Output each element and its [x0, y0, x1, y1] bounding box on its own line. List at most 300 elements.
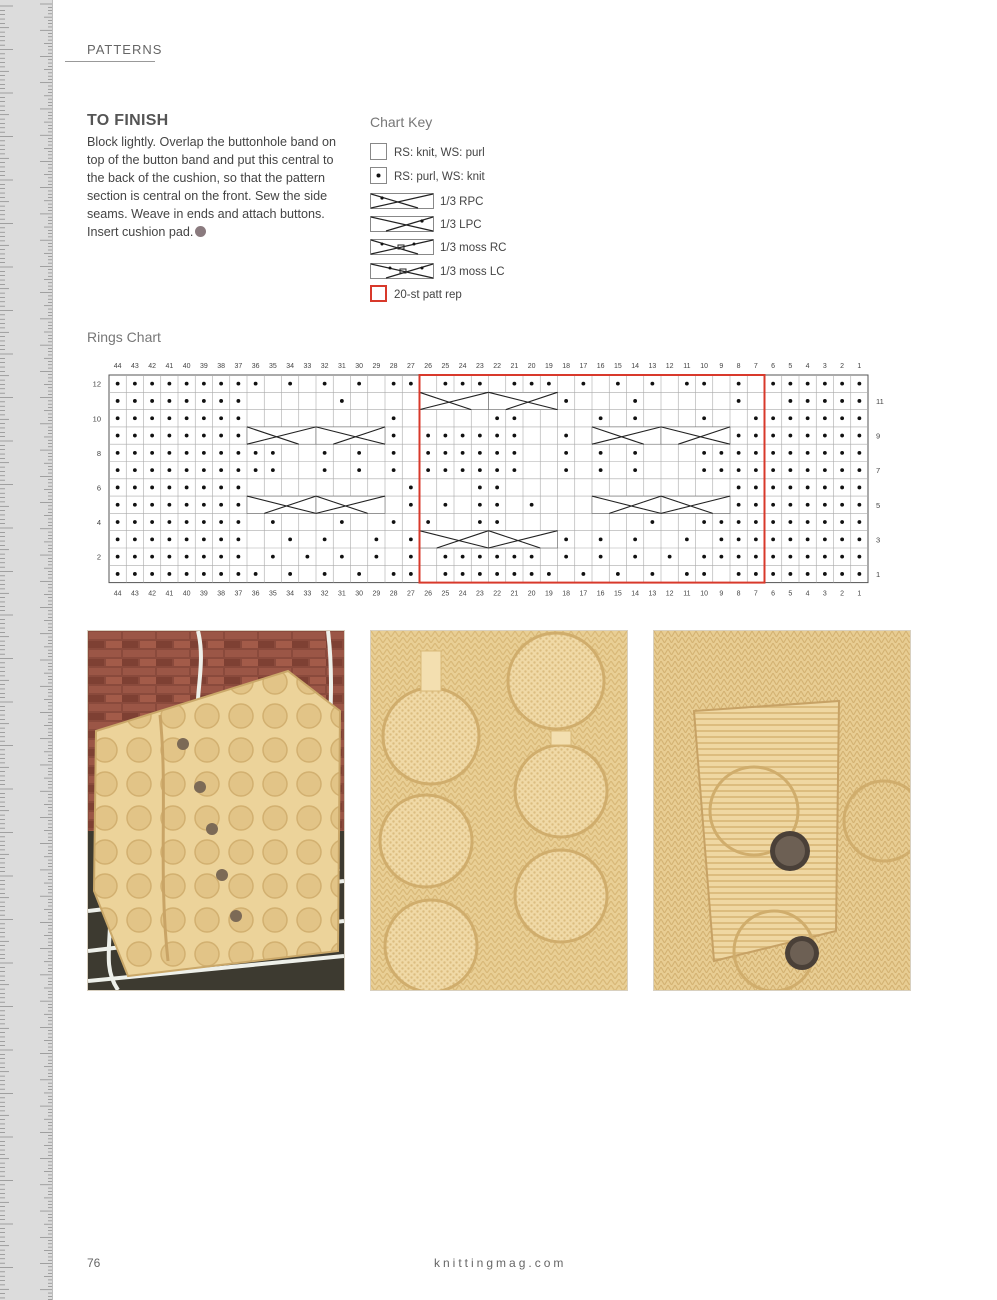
row-label: 11	[876, 396, 884, 406]
purl-dot	[116, 382, 120, 386]
purl-dot	[133, 399, 137, 403]
purl-dot	[150, 486, 154, 490]
purl-dot	[857, 555, 861, 559]
column-number: 37	[234, 590, 243, 598]
key-label: RS: purl, WS: knit	[394, 171, 485, 183]
purl-dot	[702, 416, 706, 420]
purl-dot	[547, 572, 551, 576]
purl-dot	[806, 503, 810, 507]
row-label: 3	[876, 535, 881, 545]
purl-dot	[771, 416, 775, 420]
purl-dot	[840, 468, 844, 472]
purl-dot	[564, 537, 568, 541]
page-number: 76	[87, 1256, 101, 1270]
column-number: 12	[665, 590, 674, 598]
purl-dot	[185, 572, 189, 576]
purl-dot	[116, 555, 120, 559]
purl-dot	[202, 555, 206, 559]
purl-dot	[857, 572, 861, 576]
column-number: 28	[389, 363, 398, 370]
purl-dot	[116, 520, 120, 524]
column-number: 19	[544, 590, 553, 598]
purl-dot	[288, 382, 292, 386]
purl-dot	[150, 572, 154, 576]
key-label: 1/3 LPC	[440, 219, 482, 231]
column-number: 30	[355, 363, 364, 370]
purl-dot	[754, 434, 758, 438]
column-number: 26	[424, 590, 433, 598]
column-number: 15	[613, 590, 622, 598]
purl-dot	[323, 382, 327, 386]
column-number: 2	[840, 590, 845, 598]
purl-dot	[857, 451, 861, 455]
website-url: knittingmag.com	[434, 1256, 567, 1270]
purl-dot	[426, 520, 430, 524]
rings-chart	[85, 355, 885, 600]
purl-dot	[788, 434, 792, 438]
column-number: 30	[355, 590, 364, 598]
purl-dot	[150, 416, 154, 420]
column-number: 44	[113, 590, 122, 598]
purl-dot	[719, 537, 723, 541]
purl-dot	[771, 468, 775, 472]
purl-dot	[788, 520, 792, 524]
purl-dot	[219, 572, 223, 576]
moss-lc-cable-icon	[370, 263, 434, 282]
purl-dot	[133, 382, 137, 386]
column-number: 24	[458, 590, 467, 598]
purl-dot	[236, 555, 240, 559]
purl-dot	[409, 572, 413, 576]
purl-dot	[512, 382, 516, 386]
purl-dot	[771, 572, 775, 576]
column-number: 5	[788, 363, 793, 370]
purl-dot	[236, 399, 240, 403]
purl-dot	[840, 451, 844, 455]
purl-dot	[219, 468, 223, 472]
purl-dot	[495, 468, 499, 472]
purl-dot	[357, 572, 361, 576]
purl-dot	[185, 503, 189, 507]
column-number: 38	[217, 363, 226, 370]
purl-dot	[840, 537, 844, 541]
purl-dot	[167, 416, 171, 420]
purl-dot	[478, 468, 482, 472]
purl-dot	[737, 468, 741, 472]
purl-dot	[288, 572, 292, 576]
purl-dot	[236, 486, 240, 490]
purl-dot	[478, 520, 482, 524]
purl-dot	[271, 555, 275, 559]
purl-dot	[633, 468, 637, 472]
purl-dot	[116, 468, 120, 472]
column-number: 22	[493, 590, 502, 598]
column-number: 33	[303, 363, 312, 370]
purl-dot	[512, 451, 516, 455]
purl-dot	[219, 503, 223, 507]
purl-dot	[633, 416, 637, 420]
purl-dot	[599, 416, 603, 420]
column-number: 14	[631, 363, 640, 370]
purl-dot	[167, 434, 171, 438]
purl-dot	[564, 434, 568, 438]
purl-dot	[512, 468, 516, 472]
column-number: 23	[475, 590, 484, 598]
section-label: PATTERNS	[87, 42, 163, 57]
purl-dot	[409, 382, 413, 386]
purl-dot	[547, 382, 551, 386]
purl-dot	[685, 572, 689, 576]
purl-dot	[668, 555, 672, 559]
column-number: 35	[268, 590, 277, 598]
purl-dot	[495, 486, 499, 490]
purl-dot	[202, 537, 206, 541]
key-item-moss-rc	[370, 238, 506, 258]
purl-dot	[271, 468, 275, 472]
purl-dot	[564, 555, 568, 559]
column-number: 31	[337, 590, 346, 598]
purl-dot	[857, 416, 861, 420]
purl-dot	[236, 382, 240, 386]
purl-dot	[823, 451, 827, 455]
purl-dot	[116, 486, 120, 490]
column-number: 40	[182, 590, 191, 598]
purl-dot	[737, 503, 741, 507]
purl-dot	[133, 572, 137, 576]
purl-dot	[133, 486, 137, 490]
moss-rc-cable-icon	[370, 239, 434, 258]
column-number: 9	[719, 363, 724, 370]
column-number: 27	[406, 363, 415, 370]
purl-dot	[150, 434, 154, 438]
purl-dot	[754, 572, 758, 576]
button-band-photo	[653, 630, 911, 991]
column-number: 23	[475, 363, 484, 370]
finish-text: Block lightly. Overlap the buttonhole band on top of the button band and put this central to the back of the cushion, so that the pattern section is central on the front. Sew the side seams. Weave in ends and attach buttons. Insert cushion pad.	[87, 135, 337, 239]
column-number: 3	[822, 363, 827, 370]
purl-dot	[392, 468, 396, 472]
purl-dot	[185, 416, 189, 420]
purl-dot	[116, 434, 120, 438]
purl-dot	[806, 399, 810, 403]
purl-dot	[323, 468, 327, 472]
purl-dot	[323, 572, 327, 576]
purl-dot	[219, 520, 223, 524]
purl-dot	[771, 555, 775, 559]
purl-dot	[167, 382, 171, 386]
purl-dot	[806, 486, 810, 490]
purl-dot	[823, 520, 827, 524]
purl-dot	[754, 537, 758, 541]
row-label: 7	[876, 466, 881, 476]
purl-dot	[167, 503, 171, 507]
purl-dot	[737, 572, 741, 576]
column-number: 10	[700, 363, 709, 370]
purl-dot	[530, 572, 534, 576]
purl-dot	[806, 537, 810, 541]
row-label: 6	[96, 483, 101, 493]
stitch-closeup-photo	[370, 630, 628, 991]
purl-dot	[719, 451, 723, 455]
purl-dot	[392, 451, 396, 455]
purl-dot	[564, 451, 568, 455]
purl-dot	[581, 572, 585, 576]
purl-dot	[599, 468, 603, 472]
purl-dot	[754, 416, 758, 420]
purl-dot	[857, 468, 861, 472]
purl-dot	[840, 503, 844, 507]
purl-dot	[702, 468, 706, 472]
purl-dot	[823, 416, 827, 420]
cushion-photo	[87, 630, 345, 991]
column-number: 41	[165, 590, 174, 598]
row-label: 5	[876, 500, 881, 510]
purl-dot	[616, 572, 620, 576]
purl-dot	[564, 399, 568, 403]
column-number: 19	[544, 363, 553, 370]
purl-dot	[357, 468, 361, 472]
purl-dot	[806, 451, 810, 455]
purl-dot	[771, 503, 775, 507]
purl-dot	[185, 468, 189, 472]
column-number: 31	[337, 363, 346, 370]
purl-dot	[478, 503, 482, 507]
purl-dot	[788, 382, 792, 386]
purl-dot	[788, 451, 792, 455]
empty-square-icon	[370, 143, 388, 164]
purl-dot	[719, 468, 723, 472]
purl-dot	[806, 572, 810, 576]
purl-dot	[219, 434, 223, 438]
purl-dot	[323, 537, 327, 541]
purl-dot	[426, 468, 430, 472]
column-number: 7	[753, 363, 758, 370]
purl-dot	[478, 486, 482, 490]
purl-dot	[840, 382, 844, 386]
purl-dot	[771, 486, 775, 490]
column-number: 5	[788, 590, 793, 598]
purl-dot	[754, 468, 758, 472]
purl-dot	[702, 572, 706, 576]
purl-dot	[185, 486, 189, 490]
column-number: 16	[596, 363, 605, 370]
column-number: 22	[493, 363, 502, 370]
column-number: 40	[182, 363, 191, 370]
purl-dot	[788, 555, 792, 559]
purl-dot	[737, 537, 741, 541]
purl-dot	[219, 537, 223, 541]
purl-dot	[374, 537, 378, 541]
purl-dot	[857, 537, 861, 541]
column-number: 34	[286, 590, 295, 598]
column-number: 17	[579, 363, 588, 370]
purl-dot	[737, 520, 741, 524]
purl-dot	[202, 451, 206, 455]
purl-dot	[823, 537, 827, 541]
purl-dot	[219, 486, 223, 490]
finish-heading: TO FINISH	[87, 112, 169, 129]
purl-dot	[150, 382, 154, 386]
section-divider	[65, 61, 155, 62]
purl-dot	[185, 451, 189, 455]
chart-key-title: Chart Key	[370, 114, 433, 130]
purl-dot	[495, 572, 499, 576]
purl-dot	[512, 555, 516, 559]
purl-dot	[426, 451, 430, 455]
column-number: 26	[424, 363, 433, 370]
purl-dot	[133, 434, 137, 438]
column-number: 11	[683, 590, 691, 598]
column-number: 37	[234, 363, 243, 370]
ruler-ticks	[0, 0, 52, 1300]
purl-dot	[236, 451, 240, 455]
purl-dot	[737, 451, 741, 455]
purl-dot	[823, 503, 827, 507]
purl-dot	[840, 520, 844, 524]
purl-dot	[167, 555, 171, 559]
purl-dot	[823, 555, 827, 559]
purl-dot	[633, 555, 637, 559]
purl-dot	[133, 451, 137, 455]
purl-dot	[236, 416, 240, 420]
purl-dot	[133, 537, 137, 541]
purl-dot	[599, 555, 603, 559]
purl-dot	[840, 399, 844, 403]
purl-dot	[478, 434, 482, 438]
column-number: 20	[527, 363, 536, 370]
column-number: 16	[596, 590, 605, 598]
column-number: 8	[736, 363, 741, 370]
key-label: 1/3 moss RC	[440, 242, 507, 254]
purl-dot	[840, 555, 844, 559]
purl-dot	[219, 382, 223, 386]
purl-dot	[150, 520, 154, 524]
purl-dot	[512, 434, 516, 438]
purl-dot	[857, 486, 861, 490]
purl-dot	[392, 434, 396, 438]
column-number: 3	[822, 590, 827, 598]
purl-dot	[840, 572, 844, 576]
purl-dot	[599, 537, 603, 541]
purl-dot	[116, 537, 120, 541]
purl-dot	[443, 434, 447, 438]
purl-dot	[236, 468, 240, 472]
purl-dot	[150, 451, 154, 455]
column-number: 36	[251, 590, 260, 598]
purl-dot	[254, 451, 258, 455]
purl-dot	[495, 555, 499, 559]
purl-dot	[788, 416, 792, 420]
purl-dot	[633, 399, 637, 403]
purl-dot	[202, 503, 206, 507]
column-number: 1	[857, 363, 862, 370]
purl-dot	[754, 555, 758, 559]
purl-dot	[840, 434, 844, 438]
purl-dot	[357, 451, 361, 455]
purl-dot	[167, 468, 171, 472]
repeat-box-icon	[370, 285, 388, 306]
purl-dot	[495, 416, 499, 420]
purl-dot	[806, 382, 810, 386]
purl-dot	[702, 555, 706, 559]
purl-dot	[702, 382, 706, 386]
key-item-lpc	[370, 215, 482, 235]
column-number: 10	[700, 590, 709, 598]
purl-dot	[236, 537, 240, 541]
purl-dot	[788, 572, 792, 576]
purl-dot	[771, 451, 775, 455]
column-number: 21	[510, 590, 519, 598]
column-number: 43	[130, 590, 139, 598]
purl-dot	[236, 572, 240, 576]
column-number: 36	[251, 363, 260, 370]
purl-dot	[254, 468, 258, 472]
column-number: 35	[268, 363, 277, 370]
finish-instructions	[87, 133, 349, 241]
purl-dot	[461, 382, 465, 386]
column-number: 13	[648, 590, 657, 598]
purl-dot	[823, 486, 827, 490]
purl-dot	[133, 416, 137, 420]
purl-dot	[443, 451, 447, 455]
purl-dot	[167, 399, 171, 403]
purl-dot	[754, 503, 758, 507]
purl-dot	[788, 468, 792, 472]
purl-dot	[478, 451, 482, 455]
purl-dot	[150, 468, 154, 472]
key-item-purl	[370, 167, 485, 187]
column-number: 6	[771, 363, 776, 370]
purl-dot	[478, 555, 482, 559]
purl-dot	[167, 520, 171, 524]
key-label: 1/3 moss LC	[440, 266, 505, 278]
purl-dot	[202, 382, 206, 386]
purl-dot	[788, 399, 792, 403]
column-number: 7	[753, 590, 758, 598]
purl-dot	[116, 572, 120, 576]
column-number: 43	[130, 363, 139, 370]
purl-dot	[771, 537, 775, 541]
purl-dot	[392, 416, 396, 420]
purl-dot	[530, 555, 534, 559]
purl-dot	[167, 537, 171, 541]
purl-dot	[771, 520, 775, 524]
purl-dot	[495, 434, 499, 438]
purl-dot	[236, 503, 240, 507]
row-label: 9	[876, 431, 881, 441]
purl-dot	[788, 503, 792, 507]
purl-dot	[409, 503, 413, 507]
purl-dot	[323, 451, 327, 455]
purl-dot	[202, 468, 206, 472]
purl-dot	[806, 434, 810, 438]
purl-dot	[857, 434, 861, 438]
purl-dot	[185, 537, 189, 541]
key-item-moss-lc	[370, 262, 505, 282]
column-number: 1	[857, 590, 862, 598]
column-number: 4	[805, 590, 810, 598]
purl-dot	[443, 503, 447, 507]
column-number: 32	[320, 590, 329, 598]
purl-dot	[392, 382, 396, 386]
purl-dot	[495, 451, 499, 455]
purl-dot	[719, 520, 723, 524]
column-number: 12	[665, 363, 674, 370]
purl-dot	[806, 555, 810, 559]
column-number: 29	[372, 590, 381, 598]
purl-dot	[616, 382, 620, 386]
purl-dot	[823, 468, 827, 472]
